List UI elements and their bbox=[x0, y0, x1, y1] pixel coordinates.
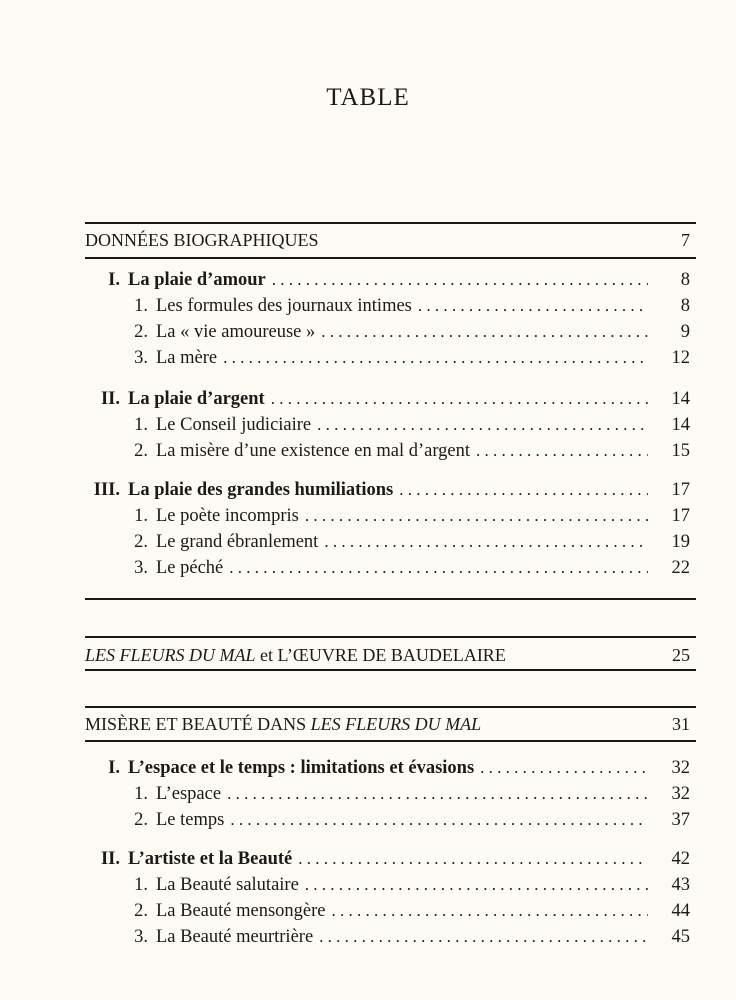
entry-page: 37 bbox=[671, 810, 690, 830]
dot-leader bbox=[399, 480, 648, 500]
dot-leader bbox=[321, 322, 648, 342]
entry-page: 32 bbox=[671, 784, 690, 804]
entry-number: 3. bbox=[134, 558, 148, 578]
section-page: 7 bbox=[681, 230, 690, 250]
entry-number: 3. bbox=[134, 348, 148, 368]
toc-item-entry[interactable] bbox=[0, 296, 690, 322]
section-rule bbox=[85, 222, 696, 224]
entry-numeral: II. bbox=[100, 849, 120, 869]
entry-label: Le poète incompris bbox=[156, 506, 299, 526]
toc-item-entry[interactable] bbox=[0, 901, 690, 927]
dot-leader bbox=[229, 558, 648, 578]
toc-group-entry[interactable] bbox=[0, 758, 690, 784]
section-title bbox=[85, 714, 481, 735]
dot-leader bbox=[298, 849, 648, 869]
section-title-italic: LES FLEURS DU MAL bbox=[310, 714, 482, 734]
dot-leader bbox=[324, 532, 648, 552]
section-title: DONNÉES BIOGRAPHIQUES bbox=[85, 230, 319, 250]
section-rule bbox=[85, 598, 696, 600]
section-title-rest: et L’ŒUVRE DE BAUDELAIRE bbox=[255, 645, 506, 665]
dot-leader bbox=[272, 270, 648, 290]
toc-item-entry[interactable] bbox=[0, 532, 690, 558]
dot-leader bbox=[227, 784, 648, 804]
section-rule bbox=[85, 257, 696, 259]
entry-label: L’espace bbox=[156, 784, 222, 804]
toc-item-entry[interactable] bbox=[0, 415, 690, 441]
entry-label: La plaie des grandes humiliations bbox=[128, 480, 394, 500]
section-title-pre: MISÈRE ET BEAUTÉ DANS bbox=[85, 714, 311, 734]
toc-group-entry[interactable] bbox=[0, 270, 690, 296]
dot-leader bbox=[223, 348, 648, 368]
entry-page: 8 bbox=[680, 296, 690, 316]
dot-leader bbox=[319, 927, 648, 947]
section-page: 25 bbox=[672, 645, 690, 665]
entry-number: 2. bbox=[134, 441, 148, 461]
entry-label: Le Conseil judiciaire bbox=[156, 415, 312, 435]
entry-label: L’artiste et la Beauté bbox=[128, 849, 293, 869]
dot-leader bbox=[317, 415, 648, 435]
entry-numeral: II. bbox=[100, 389, 120, 409]
toc-group-entry[interactable] bbox=[0, 480, 690, 506]
entry-page: 12 bbox=[671, 348, 690, 368]
toc-item-entry[interactable] bbox=[0, 875, 690, 901]
entry-page: 45 bbox=[671, 927, 690, 947]
dot-leader bbox=[230, 810, 648, 830]
entry-numeral: III. bbox=[93, 480, 120, 500]
section-heading[interactable] bbox=[85, 645, 690, 666]
toc-item-entry[interactable] bbox=[0, 348, 690, 374]
section-rule bbox=[85, 636, 696, 638]
section-title bbox=[85, 645, 506, 666]
entry-page: 14 bbox=[671, 415, 690, 435]
toc-item-entry[interactable] bbox=[0, 784, 690, 810]
entry-page: 32 bbox=[671, 758, 690, 778]
entry-number: 1. bbox=[134, 296, 148, 316]
entry-label: Le péché bbox=[156, 558, 224, 578]
page-title: TABLE bbox=[326, 84, 410, 111]
entry-label: La misère d’une existence en mal d’argent bbox=[156, 441, 471, 461]
entry-label: Les formules des journaux intimes bbox=[156, 296, 412, 316]
entry-label: La plaie d’amour bbox=[128, 270, 266, 290]
entry-number: 2. bbox=[134, 532, 148, 552]
entry-page: 14 bbox=[671, 389, 690, 409]
entry-page: 44 bbox=[671, 901, 690, 921]
section-title-italic: LES FLEURS DU MAL bbox=[85, 645, 256, 665]
section-rule bbox=[85, 740, 696, 742]
entry-numeral: I. bbox=[108, 270, 120, 290]
toc-item-entry[interactable] bbox=[0, 558, 690, 584]
dot-leader bbox=[305, 875, 648, 895]
entry-number: 3. bbox=[134, 927, 148, 947]
entry-page: 43 bbox=[671, 875, 690, 895]
dot-leader bbox=[480, 758, 648, 778]
entry-label: Le temps bbox=[156, 810, 225, 830]
toc-item-entry[interactable] bbox=[0, 441, 690, 467]
entry-page: 17 bbox=[671, 506, 690, 526]
entry-label: La « vie amoureuse » bbox=[156, 322, 316, 342]
section-heading[interactable] bbox=[85, 714, 690, 735]
entry-number: 2. bbox=[134, 810, 148, 830]
entry-label: La Beauté salutaire bbox=[156, 875, 299, 895]
dot-leader bbox=[305, 506, 648, 526]
toc-item-entry[interactable] bbox=[0, 506, 690, 532]
entry-number: 2. bbox=[134, 901, 148, 921]
entry-page: 9 bbox=[680, 322, 690, 342]
entry-number: 1. bbox=[134, 506, 148, 526]
section-rule bbox=[85, 669, 696, 671]
entry-label: Le grand ébranlement bbox=[156, 532, 319, 552]
section-rule bbox=[85, 706, 696, 708]
dot-leader bbox=[332, 901, 648, 921]
toc-item-entry[interactable] bbox=[0, 322, 690, 348]
entry-label: La plaie d’argent bbox=[128, 389, 265, 409]
entry-numeral: I. bbox=[108, 758, 120, 778]
section-page: 31 bbox=[672, 714, 690, 734]
entry-page: 17 bbox=[671, 480, 690, 500]
entry-page: 22 bbox=[671, 558, 690, 578]
entry-label: L’espace et le temps : limitations et évasions bbox=[128, 758, 475, 778]
toc-item-entry[interactable] bbox=[0, 810, 690, 836]
toc-group-entry[interactable] bbox=[0, 849, 690, 875]
entry-page: 19 bbox=[671, 532, 690, 552]
entry-page: 8 bbox=[680, 270, 690, 290]
entry-label: La Beauté meurtrière bbox=[156, 927, 314, 947]
entry-number: 1. bbox=[134, 415, 148, 435]
toc-item-entry[interactable] bbox=[0, 927, 690, 953]
entry-number: 2. bbox=[134, 322, 148, 342]
entry-number: 1. bbox=[134, 784, 148, 804]
entry-label: La mère bbox=[156, 348, 218, 368]
entry-number: 1. bbox=[134, 875, 148, 895]
toc-group-entry[interactable] bbox=[0, 389, 690, 415]
dot-leader bbox=[271, 389, 648, 409]
entry-page: 42 bbox=[671, 849, 690, 869]
dot-leader bbox=[476, 441, 648, 461]
entry-page: 15 bbox=[671, 441, 690, 461]
dot-leader bbox=[418, 296, 648, 316]
entry-label: La Beauté mensongère bbox=[156, 901, 326, 921]
section-heading[interactable] bbox=[85, 230, 690, 251]
